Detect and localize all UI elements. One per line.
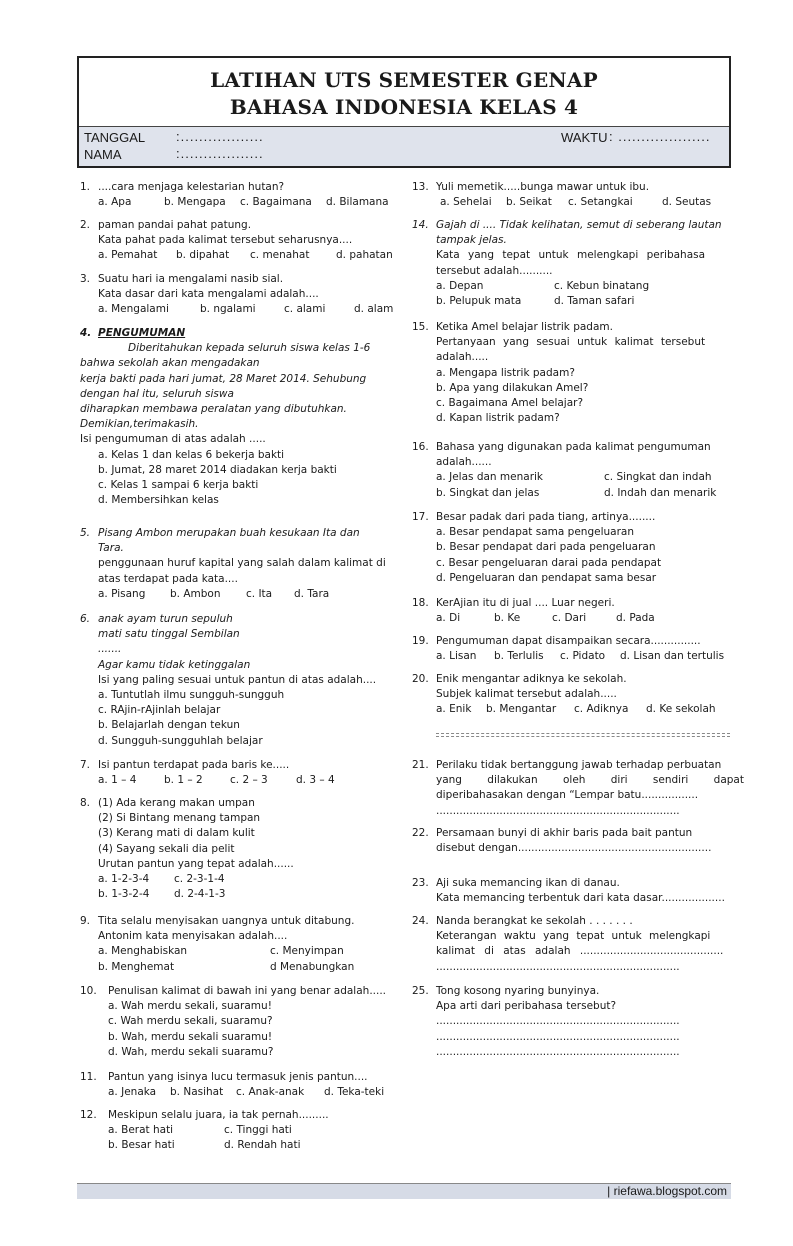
title-line-1: LATIHAN UTS SEMESTER GENAP [210,68,598,92]
tanggal-label: TANGGAL [84,130,146,145]
question-19: 19. Pengumuman dapat disampaikan secara............... a. Lisan b. Terlulis c. Pidato d. Lisan dan tertulis [412,635,725,663]
question-16: 16. Bahasa yang digunakan pada kalimat pengumuman adalah...... a. Jelas dan menarik c. Singkat dan indah b. Singkat dan jelas d. Indah dan menarik [412,441,717,499]
question-11: 11. Pantun yang isinya lucu termasuk jenis pantun.... a. Jenaka b. Nasihat c. Anak-anak d. Teka-teki [80,1071,385,1099]
question-20: 20. Enik mengantar adiknya ke sekolah. Subjek kalimat tersebut adalah..... a. Enik b. Mengantar c. Adiknya d. Ke sekolah [412,673,716,716]
question-9: 9. Tita selalu menyisakan uangnya untuk ditabung. Antonim kata menyisakan adalah.... a. Menghabiskan c. Menyimpan b. Menghemat d Menabungkan [80,915,355,973]
question-18: 18. KerAjian itu di jual .... Luar negeri. a. Di b. Ke c. Dari d. Pada [412,597,655,625]
question-2: 2. paman pandai pahat patung. Kata pahat pada kalimat tersebut seharusnya.... a. Pemahat b. dipahat c. menahat d. pahatan [80,219,393,262]
question-6: 6. anak ayam turun sepuluh mati satu tinggal Sembilan ....... Agar kamu tidak ketinggalan Isi yang paling sesuai untuk pantun di atas adalah.... a. Tuntutlah ilmu sungguh-sungguh c. RAjin-rAjinlah belajar b. Belajarlah dengan tekun d. Sungguh-sungguhlah belajar [80,613,377,747]
meta-band [79,126,729,166]
question-24: 24. Nanda berangkat ke sekolah . . . . . . . Keterangan waktu yang tepat untuk melengkapi kalimat di atas adalah ........................................... ......................................................................... [412,915,724,973]
question-4: 4. PENGUMUMAN Diberitahukan kepada seluruh siswa kelas 1-6 bahwa sekolah akan mengadakan kerja bakti pada hari jumat, 28 Maret 2014. Sehubung dengan hal itu, seluruh siswa diharapkan membawa peralatan yang dibutuhkan. Demikian,terimakasih. Isi pengumuman di atas adalah ..... a. Kelas 1 dan kelas 6 bekerja bakti b. Jumat, 28 maret 2014 diadakan kerja bakti c. Kelas 1 sampai 6 kerja bakti d. Membersihkan kelas [80,327,371,507]
question-10: 10. Penulisan kalimat di bawah ini yang benar adalah..... a. Wah merdu sekali, suaramu! c. Wah merdu sekali, suaramu? b. Wah, merdu sekali suaramu! d. Wah, merdu sekali suaramu? [80,985,387,1058]
question-7: 7. Isi pantun terdapat pada baris ke..... a. 1 – 4 b. 1 – 2 c. 2 – 3 d. 3 – 4 [80,759,335,787]
header-box [77,56,731,168]
footer-blog-link: | riefawa.blogspot.com [607,1184,727,1198]
question-25: 25. Tong kosong nyaring bunyinya. Apa arti dari peribahasa tersebut? ......................................................................... ......................................................................... ......................................................................... [412,985,680,1058]
question-14: 14. Gajah di .... Tidak kelihatan, semut di seberang lautan tampak jelas. Kata yang tepat untuk melengkapi peribahasa tersebut adalah.......... a. Depan c. Kebun binatang b. Pelupuk mata d. Taman safari [412,219,722,308]
footer-bar [77,1183,731,1199]
question-22: 22. Persamaan bunyi di akhir baris pada bait pantun disebut dengan.......................................................... [412,827,712,855]
question-21: 21. Perilaku tidak bertanggung jawab terhadap perbuatan yang dilakukan oleh diri sendiri dapat diperibahasakan dengan “Lempar batu................. ......................................................................... [412,759,744,817]
title-line-2: BAHASA INDONESIA KELAS 4 [229,95,579,119]
question-8: 8. (1) Ada kerang makan umpan (2) Si Bintang menang tampan (3) Kerang mati di dalam kulit (4) Sayang sekali dia pelit Urutan pantun yang tepat adalah...... a. 1-2-3-4 c. 2-3-1-4 b. 1-3-2-4 d. 2-4-1-3 [80,797,294,901]
question-17: 17. Besar padak dari pada tiang, artinya........ a. Besar pendapat sama pengeluaran b. Besar pendapat dari pada pengeluaran c. Besar pengeluaran darai pada pendapat d. Pengeluaran dan pendapat sama besar [412,511,662,584]
nama-label: NAMA [84,147,122,162]
waktu-label: WAKTU [561,130,608,145]
section-divider [436,733,730,737]
tanggal-dots: :.................. [176,129,264,144]
question-12: 12. Meskipun selalu juara, ia tak pernah......... a. Berat hati c. Tinggi hati b. Besar hati d. Rendah hati [80,1109,329,1152]
question-3: 3. Suatu hari ia mengalami nasib sial. Kata dasar dari kata mengalami adalah.... a. Mengalami b. ngalami c. alami d. alam [80,273,394,316]
nama-dots: :.................. [176,146,264,161]
question-1: 1. ....cara menjaga kelestarian hutan? a. Apa b. Mengapa c. Bagaimana d. Bilamana [80,181,389,209]
waktu-dots: : .................... [609,129,711,144]
question-23: 23. Aji suka memancing ikan di danau. Kata memancing terbentuk dari kata dasar................... [412,877,725,905]
question-5: 5. Pisang Ambon merupakan buah kesukaan Ita dan Tara. penggunaan huruf kapital yang salah dalam kalimat di atas terdapat pada kata.... a. Pisang b. Ambon c. Ita d. Tara [80,527,386,600]
question-13: 13. Yuli memetik.....bunga mawar untuk ibu. a. Sehelai b. Seikat c. Setangkai d. Seutas [412,181,712,209]
question-15: 15. Ketika Amel belajar listrik padam. Pertanyaan yang sesuai untuk kalimat tersebut adalah..... a. Mengapa listrik padam? b. Apa yang dilakukan Amel? c. Bagaimana Amel belajar? d. Kapan listrik padam? [412,321,706,425]
